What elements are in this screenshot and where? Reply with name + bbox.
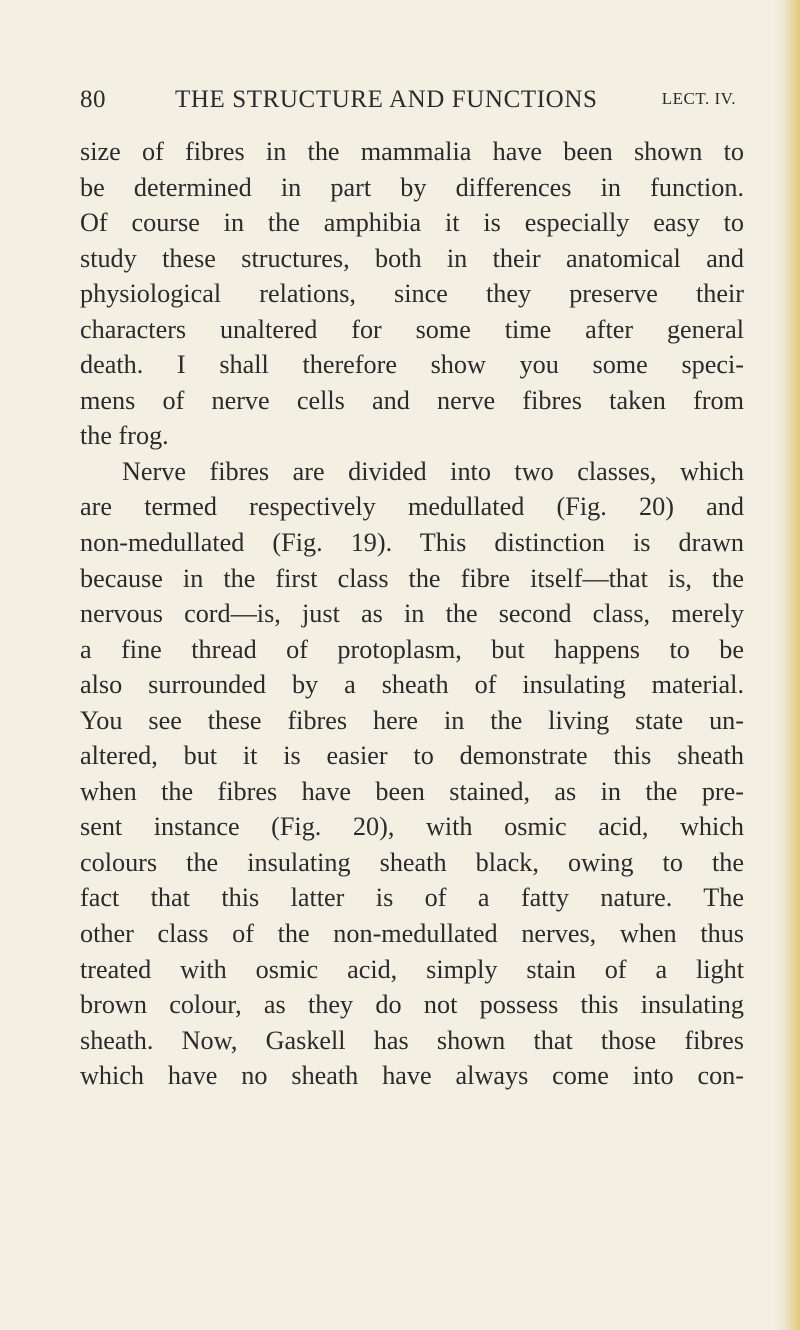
text-line: other class of the non-medullated nerves, when thus — [80, 919, 744, 949]
text-line: sent instance (Fig. 20), with osmic acid, which — [80, 812, 744, 842]
text-line: death. I shall therefore show you some speci- — [80, 350, 744, 380]
text-line: non-medullated (Fig. 19). This distinction is drawn — [80, 528, 744, 558]
text-line: be determined in part by differences in function. — [80, 172, 744, 202]
page-edge — [774, 0, 800, 1330]
text-line: also surrounded by a sheath of insulating material. — [80, 670, 744, 700]
paragraph-start-line: Nerve fibres are divided into two classes, which — [122, 456, 744, 486]
text-line: Of course in the amphibia it is especially easy to — [80, 208, 744, 238]
text-line: physiological relations, since they preserve their — [80, 279, 744, 309]
text-line: because in the first class the fibre itself—that is, the — [80, 563, 744, 593]
running-title: THE STRUCTURE AND FUNCTIONS — [175, 86, 598, 113]
lecture-reference: LECT. IV. — [661, 89, 736, 108]
text-line: when the fibres have been stained, as in the pre- — [80, 776, 744, 806]
text-line: characters unaltered for some time after general — [80, 314, 744, 344]
text-line: size of fibres in the mammalia have been shown to — [80, 137, 744, 166]
running-head — [80, 86, 736, 126]
text-line: colours the insulating sheath black, owing to the — [80, 847, 744, 877]
text-line: nervous cord—is, just as in the second class, merely — [80, 599, 744, 629]
text-line: the frog. — [80, 421, 169, 451]
text-line: altered, but it is easier to demonstrate this sheath — [80, 741, 744, 771]
text-line: sheath. Now, Gaskell has shown that those fibres — [80, 1025, 744, 1055]
text-line: fact that this latter is of a fatty nature. The — [80, 883, 744, 913]
text-line: are termed respectively medullated (Fig. 20) and — [80, 492, 744, 522]
text-line: a fine thread of protoplasm, but happens to be — [80, 634, 744, 664]
text-line: mens of nerve cells and nerve fibres taken from — [80, 385, 744, 415]
page-number: 80 — [80, 86, 106, 113]
text-line: which have no sheath have always come into con- — [80, 1061, 744, 1091]
text-line: study these structures, both in their anatomical and — [80, 243, 744, 273]
text-line: treated with osmic acid, simply stain of a light — [80, 954, 744, 984]
text-line: You see these fibres here in the living state un- — [80, 705, 744, 735]
text-line: brown colour, as they do not possess this insulating — [80, 990, 744, 1020]
body-text — [80, 134, 744, 1094]
